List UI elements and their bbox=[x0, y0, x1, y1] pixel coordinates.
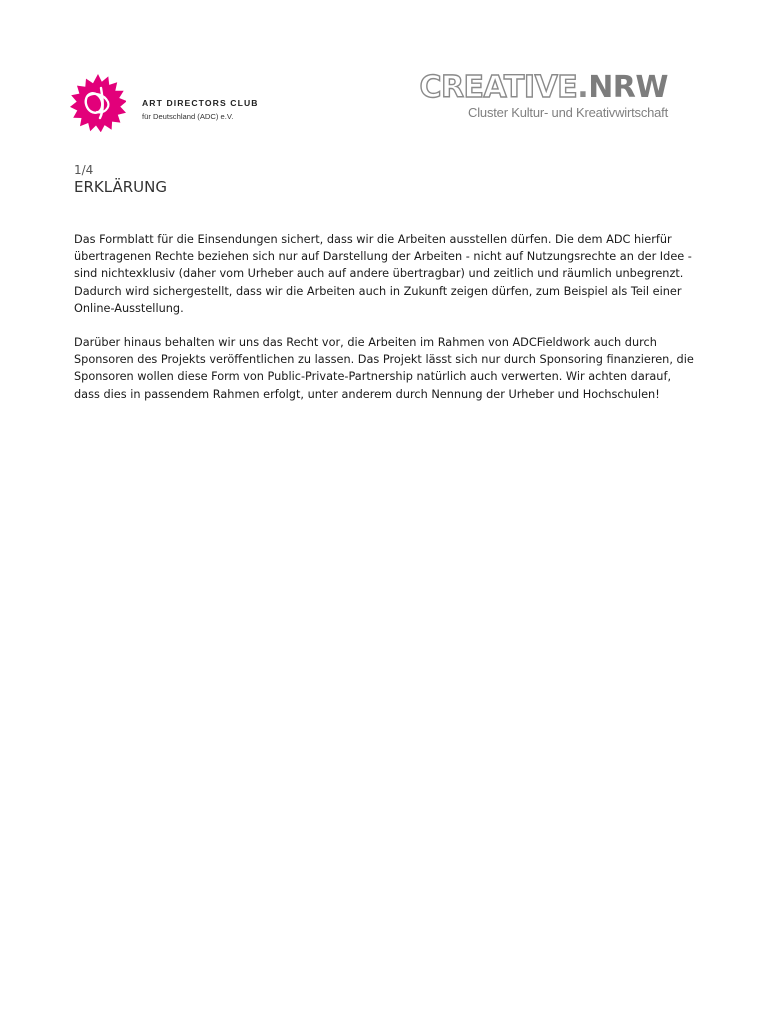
adc-name: ART DIRECTORS CLUB bbox=[142, 98, 259, 108]
creative-word: CREATIVE bbox=[419, 70, 578, 105]
paragraph: Darüber hinaus behalten wir uns das Recht vor, die Arbeiten im Rahmen von ADCFieldwork auch durch Sponsoren des Projekts veröffentlichen zu lassen. Das Projekt lässt sich nur durch Sponsoring finanzieren, die Sponsoren wollen diese Form von Public-Private-Partnership natürlich auch verwerten. Wir achten darauf, dass dies in passendem Rahmen erfolgt, unter anderem durch Nennung der Urheber und Hochschulen! bbox=[74, 336, 694, 401]
body-text bbox=[74, 231, 694, 420]
creative-nrw-wordmark bbox=[419, 71, 668, 105]
creative-nrw-subtitle: Cluster Kultur- und Kreativwirtschaft bbox=[468, 105, 668, 120]
creative-nrw-logo bbox=[419, 71, 668, 121]
adc-star-logo-icon bbox=[70, 72, 126, 132]
page-title: ERKLÄRUNG bbox=[74, 178, 167, 196]
page-number: 1/4 bbox=[74, 163, 94, 177]
paragraph: Das Formblatt für die Einsendungen sichert, dass wir die Arbeiten ausstellen dürfen. Die dem ADC hierfür übertragenen Rechte beziehen sich nur auf Darstellung der Arbeiten - nicht auf Nutzungsrechte an der Idee - sind nichtexklusiv (daher vom Urheber auch auf andere übertragbar) und zeitlich und räumlich unbegrenzt. Dadurch wird sichergestellt, dass wir die Arbeiten auch in Zukunft zeigen dürfen, zum Beispiel als Teil einer Online-Ausstellung. bbox=[74, 233, 692, 315]
wordmark-dot: . bbox=[577, 70, 589, 105]
nrw-word: NRW bbox=[588, 70, 668, 105]
adc-subtitle: für Deutschland (ADC) e.V. bbox=[142, 112, 234, 121]
adc-name-block bbox=[142, 98, 259, 122]
